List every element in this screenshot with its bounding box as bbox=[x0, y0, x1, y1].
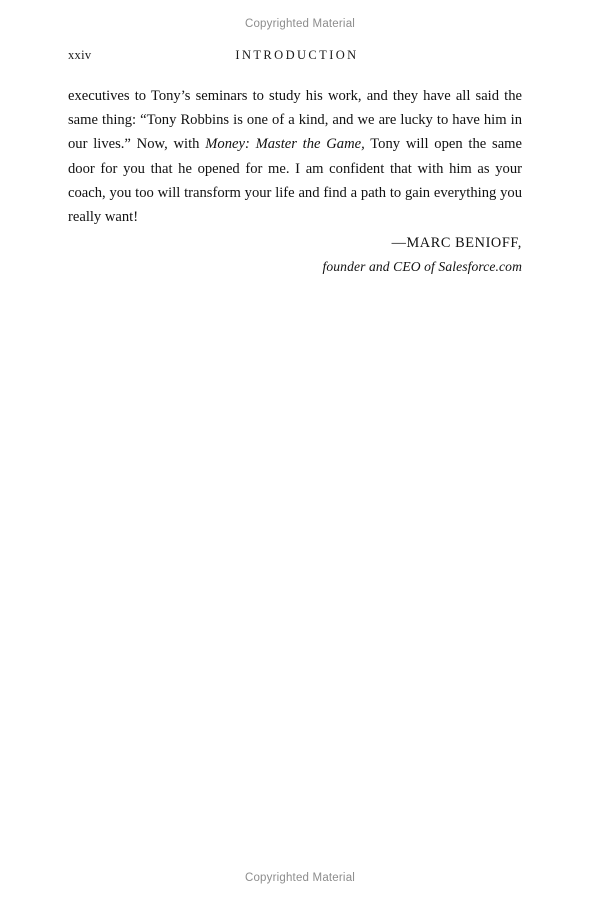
attribution-name: —MARC BENIOFF, bbox=[391, 235, 522, 251]
watermark-top: Copyrighted Material bbox=[244, 18, 356, 30]
page-number: xxiv bbox=[68, 48, 92, 62]
paragraph-segment-1: executives to Tony’s seminars to study his work, and they have all said the same thing: “Tony Robbins is one of a kind, and we are lucky to have him in our lives.” Now, with bbox=[68, 88, 522, 153]
running-head bbox=[68, 48, 532, 66]
attribution-role: founder and CEO of Salesforce.com bbox=[322, 259, 522, 274]
attribution-block bbox=[68, 232, 522, 278]
book-title-italic: Money: Master the Game, bbox=[205, 136, 365, 153]
chapter-title: INTRODUCTION bbox=[235, 48, 359, 62]
body-paragraph bbox=[68, 84, 522, 229]
watermark-bottom: Copyrighted Material bbox=[244, 872, 356, 884]
paragraph-segment-2: Tony will open the same door for you that he opened for me. I am confident that with him as your coach, you too will transform your life and find a path to gain everything you really want! bbox=[68, 136, 523, 226]
